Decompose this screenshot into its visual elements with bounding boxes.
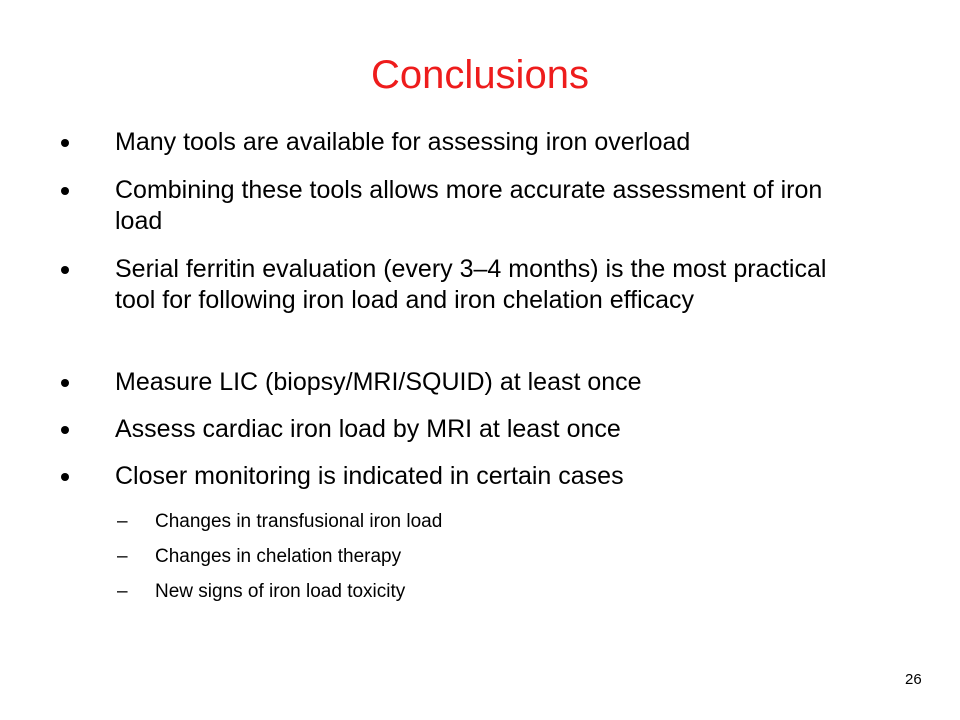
bullet-dot-icon	[61, 266, 69, 274]
sub-bullet-text: New signs of iron load toxicity	[155, 581, 406, 602]
bullet-text: Closer monitoring is indicated in certain cases	[115, 462, 624, 490]
sub-bullet-dash: –	[117, 511, 128, 532]
sub-bullet-dash: –	[117, 546, 128, 567]
sub-bullet-item	[117, 580, 855, 604]
bullet-text: Assess cardiac iron load by MRI at least once	[115, 415, 621, 443]
bullet-dot-icon	[61, 473, 69, 481]
bullet-dot-icon	[61, 379, 69, 387]
bullet-text: Serial ferritin evaluation (every 3–4 months) is the most practical tool for following iron load and iron chelation efficacy	[115, 255, 827, 314]
bullet-item	[115, 254, 855, 316]
sub-bullet-text: Changes in transfusional iron load	[155, 511, 443, 532]
bullet-item	[115, 367, 855, 398]
sub-bullet-item	[117, 545, 855, 569]
sub-bullet-text: Changes in chelation therapy	[155, 546, 402, 567]
bullet-text: Measure LIC (biopsy/MRI/SQUID) at least once	[115, 368, 642, 396]
bullet-dot-icon	[61, 139, 69, 147]
bullet-item	[115, 414, 855, 445]
sub-bullet-item	[117, 510, 855, 534]
bullet-item	[115, 127, 855, 158]
slide-title: Conclusions	[371, 53, 589, 97]
bullet-dot-icon	[61, 426, 69, 434]
bullet-item	[115, 175, 855, 237]
sub-bullet-dash: –	[117, 581, 128, 602]
bullet-text: Many tools are available for assessing iron overload	[115, 128, 691, 156]
bullet-dot-icon	[61, 187, 69, 195]
bullet-text: Combining these tools allows more accurate assessment of iron load	[115, 176, 823, 235]
page-number: 26	[905, 671, 922, 688]
bullet-item	[115, 461, 855, 492]
